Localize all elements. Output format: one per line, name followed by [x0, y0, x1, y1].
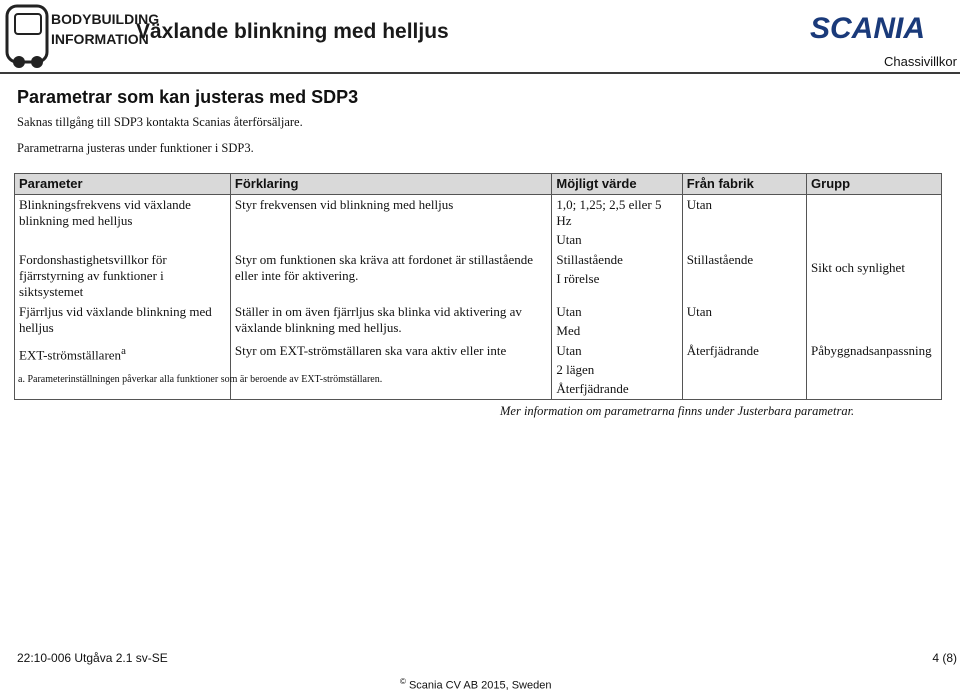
cell-parameter: Fjärrljus vid växlande blinkning med helljus — [15, 302, 231, 341]
cell-default: Återfjädrande — [682, 341, 806, 400]
cell-default: Utan — [682, 195, 806, 251]
parameter-text: EXT-strömställaren — [19, 347, 122, 363]
header-explanation: Förklaring — [230, 174, 552, 195]
document-title: Växlande blinkning med helljus — [136, 20, 449, 43]
value-option: I rörelse — [556, 271, 600, 286]
footnote-marker: a — [121, 345, 126, 357]
scania-logo — [810, 12, 958, 45]
page-number: 4 (8) — [932, 651, 957, 665]
intro-text-2: Parametrarna justeras under funktioner i SDP3. — [17, 141, 254, 155]
copyright-symbol: © — [400, 677, 406, 686]
copyright-text: Scania CV AB 2015, Sweden — [408, 679, 552, 692]
table-footnote: a. Parameterinställningen påverkar alla funktioner som är beroende av EXT-strömställaren. — [18, 374, 383, 385]
parameter-table — [14, 173, 942, 400]
document-id: 22:10-006 Utgåva 2.1 sv-SE — [17, 651, 168, 665]
value-option: 1,0; 1,25; 2,5 eller 5 Hz — [556, 197, 662, 228]
header-factory-default: Från fabrik — [682, 174, 806, 195]
intro-text-1: Saknas tillgång till SDP3 kontakta Scanias återförsäljare. — [17, 115, 303, 129]
header-group: Grupp — [807, 174, 942, 195]
svg-text:BODYBUILDING: BODYBUILDING — [51, 11, 160, 27]
table-row — [15, 195, 942, 251]
cell-explanation: Styr om EXT-strömställaren ska vara aktiv eller inte — [230, 341, 552, 400]
header-parameter: Parameter — [15, 174, 231, 195]
cell-parameter: Blinkningsfrekvens vid växlande blinkning med helljus — [15, 195, 231, 251]
table-row — [15, 250, 942, 302]
cell-values — [552, 341, 682, 400]
cell-explanation: Styr frekvensen vid blinkning med helljus — [230, 195, 552, 251]
value-option: Utan — [556, 232, 582, 247]
table-header-row — [15, 174, 942, 195]
value-option: Stillastående — [556, 252, 623, 267]
document-category: Chassivillkor — [884, 54, 957, 69]
copyright — [400, 677, 551, 692]
more-info-note: Mer information om parametrarna finns under Justerbara parametrar. — [500, 404, 855, 418]
cell-parameter — [15, 341, 231, 400]
cell-values — [552, 195, 682, 251]
cell-explanation: Styr om funktionen ska kräva att fordonet är stillastående eller inte för aktivering. — [230, 250, 552, 302]
value-option: Utan — [556, 304, 582, 319]
cell-default: Stillastående — [682, 250, 806, 302]
cell-group: Sikt och synlighet — [807, 195, 942, 342]
cell-default: Utan — [682, 302, 806, 341]
bodybuilding-information-logo — [3, 2, 160, 70]
svg-text:INFORMATION: INFORMATION — [51, 31, 149, 47]
value-option: Återfjädrande — [556, 381, 629, 396]
table-row — [15, 341, 942, 400]
header-possible-value: Möjligt värde — [552, 174, 682, 195]
cell-explanation: Ställer in om även fjärrljus ska blinka vid aktivering av växlande blinkning med helljus. — [230, 302, 552, 341]
cell-values — [552, 250, 682, 302]
table-row — [15, 302, 942, 341]
cell-parameter: Fordonshastighetsvillkor för fjärrstyrning av funktioner i siktsystemet — [15, 250, 231, 302]
cell-group: Påbyggnadsanpassning — [807, 341, 942, 400]
section-title: Parametrar som kan justeras med SDP3 — [17, 87, 359, 107]
value-option: Utan — [556, 343, 582, 358]
value-option: Med — [556, 323, 581, 338]
value-option: 2 lägen — [556, 362, 595, 377]
svg-text:SCANIA: SCANIA — [810, 12, 926, 45]
cell-values — [552, 302, 682, 341]
header-divider — [0, 72, 960, 74]
